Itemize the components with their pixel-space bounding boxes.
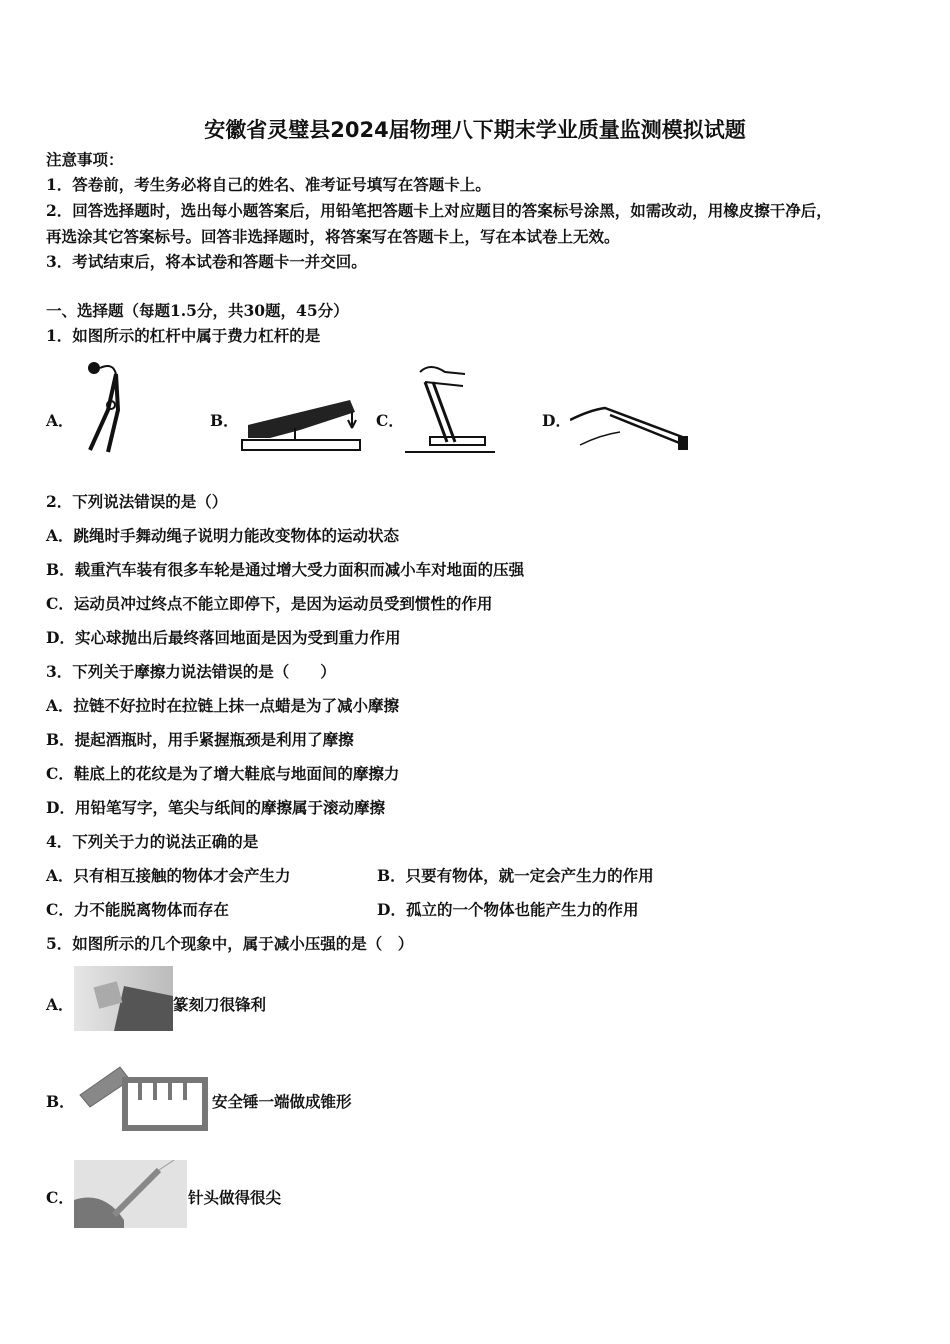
section-heading: 一、选择题（每题1.5分，共30题，45分） [46, 301, 349, 320]
carving-knife-photo [74, 966, 173, 1031]
q4-option-a: A．只有相互接触的物体才会产生力 [46, 866, 291, 885]
q4-stem: 4．下列关于力的说法正确的是 [46, 832, 259, 851]
q4-option-b: B．只要有物体，就一定会产生力的作用 [377, 866, 654, 885]
q5-label-b: B． [46, 1092, 75, 1111]
q1-label-d: D． [542, 411, 571, 430]
q2-option-a: A．跳绳时手舞动绳子说明力能改变物体的运动状态 [46, 526, 400, 545]
safety-hammer-photo [75, 1055, 211, 1140]
q1-label-c: C． [376, 411, 404, 430]
q5-caption-c: 针头做得很尖 [188, 1188, 282, 1207]
q5-caption-b: 安全锤一端做成锥形 [212, 1092, 352, 1111]
notice-item: 再选涂其它答案标号。回答非选择题时，将答案写在答题卡上，写在本试卷上无效。 [46, 227, 620, 246]
hand-tool-image [570, 400, 695, 455]
q2-option-b: B．载重汽车装有很多车轮是通过增大受力面积而减小车对地面的压强 [46, 560, 525, 579]
stapler-image [240, 390, 365, 455]
q1-label-a: A． [46, 411, 74, 430]
q5-caption-a: 篆刻刀很锋利 [173, 995, 267, 1014]
q1-stem: 1．如图所示的杠杆中属于费力杠杆的是 [46, 326, 321, 345]
q3-option-a: A．拉链不好拉时在拉链上抹一点蜡是为了减小摩擦 [46, 696, 400, 715]
pump-lever-image [405, 362, 495, 457]
q4-option-c: C．力不能脱离物体而存在 [46, 900, 229, 919]
notice-heading: 注意事项： [46, 150, 124, 169]
q3-option-d: D．用铅笔写字，笔尖与纸间的摩擦属于滚动摩擦 [46, 798, 385, 817]
notice-item: 2．回答选择题时，选出每小题答案后，用铅笔把答题卡上对应题目的答案标号涂黑，如需改动，用橡皮擦干净后， [46, 201, 832, 220]
q5-label-c: C． [46, 1188, 74, 1207]
q2-option-d: D．实心球抛出后最终落回地面是因为受到重力作用 [46, 628, 401, 647]
q3-stem: 3．下列关于摩擦力说法错误的是（ ） [46, 662, 336, 681]
q1-label-b: B． [210, 411, 239, 430]
pliers-image [78, 360, 138, 455]
q2-option-c: C．运动员冲过终点不能立即停下，是因为运动员受到惯性的作用 [46, 594, 493, 613]
notice-item: 1．答卷前，考生务必将自己的姓名、准考证号填写在答题卡上。 [46, 175, 491, 194]
q5-label-a: A． [46, 995, 74, 1014]
syringe-photo [74, 1160, 187, 1228]
q3-option-c: C．鞋底上的花纹是为了增大鞋底与地面间的摩擦力 [46, 764, 400, 783]
page-title: 安徽省灵璧县2024届物理八下期末学业质量监测模拟试题 [204, 118, 746, 142]
q4-option-d: D．孤立的一个物体也能产生力的作用 [377, 900, 639, 919]
notice-item: 3．考试结束后，将本试卷和答题卡一并交回。 [46, 252, 367, 271]
q5-stem: 5．如图所示的几个现象中，属于减小压强的是（ ） [46, 934, 414, 953]
q2-stem: 2．下列说法错误的是（） [46, 492, 228, 511]
q3-option-b: B．提起酒瓶时，用手紧握瓶颈是利用了摩擦 [46, 730, 354, 749]
